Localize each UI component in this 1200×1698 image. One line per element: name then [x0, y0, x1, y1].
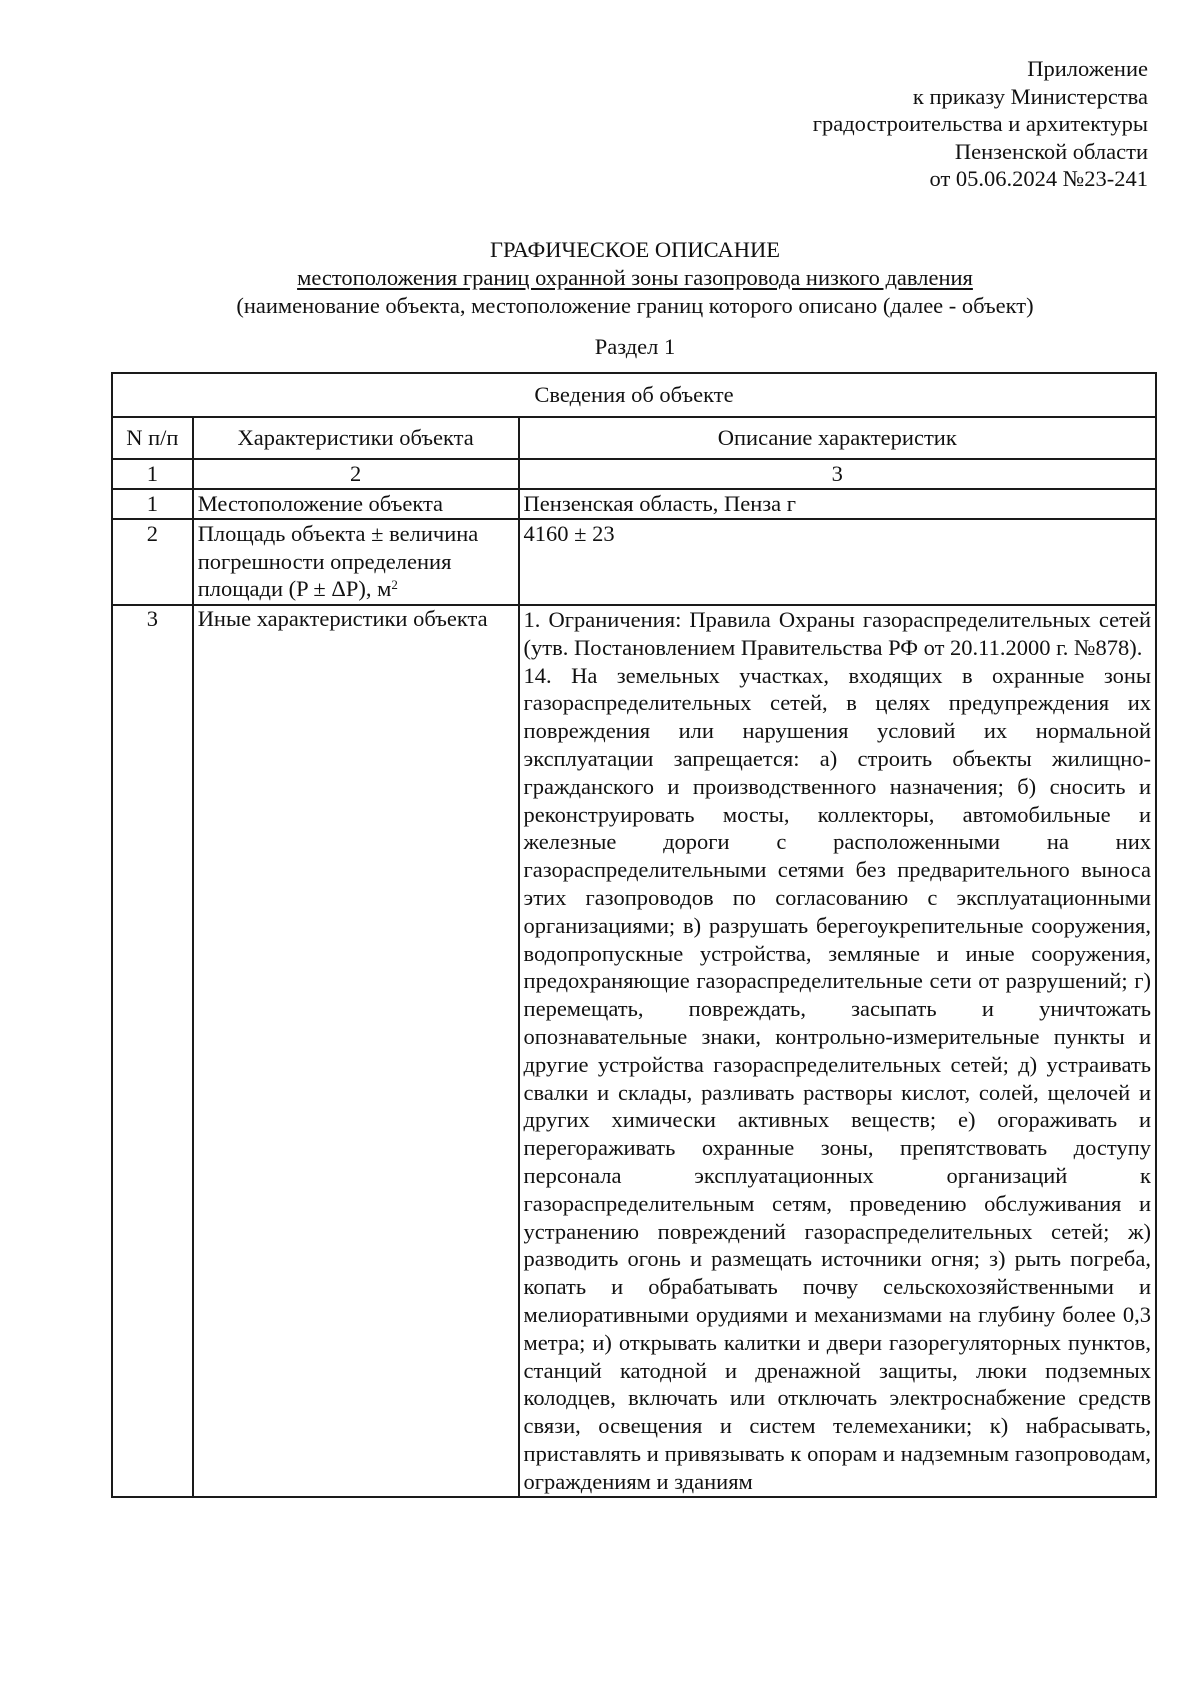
row-description: 4160 ± 23 — [519, 519, 1156, 605]
row-number: 3 — [112, 605, 193, 1497]
table-row — [112, 605, 1156, 1497]
appendix-line: к приказу Министерства — [912, 83, 1148, 109]
document-title-block — [0, 236, 1200, 320]
column-number: 1 — [112, 459, 193, 489]
table-merged-header-row — [112, 373, 1156, 417]
description-paragraph: 1. Ограничения: Правила Охраны газораспределительных сетей (утв. Постановлением Правительства РФ от 20.11.2000 г. №878). — [523, 607, 1151, 660]
document-title: ГРАФИЧЕСКОЕ ОПИСАНИЕ — [489, 237, 781, 262]
row-characteristic: Площадь объекта ± величина погрешности определения площади (P ± ΔP), м — [197, 521, 479, 601]
appendix-line: Пензенской области — [954, 138, 1148, 164]
row-number: 1 — [112, 489, 193, 519]
table-header-row — [112, 417, 1156, 459]
object-name: местоположения границ охранной зоны газопровода низкого давления — [297, 265, 973, 290]
row-description: Пензенская область, Пенза г — [519, 489, 1156, 519]
column-number-row — [112, 459, 1156, 489]
appendix-order-date: от 05.06.2024 №23-241 — [929, 166, 1148, 191]
appendix-line: градостроительства и архитектуры — [812, 111, 1148, 136]
object-info-table — [111, 372, 1157, 1498]
row-characteristic-area — [193, 519, 519, 605]
column-number: 3 — [519, 459, 1156, 489]
row-characteristic: Иные характеристики объекта — [193, 605, 519, 1497]
table-row — [112, 519, 1156, 605]
object-name-caption: (наименование объекта, местоположение границ которого описано (далее - объект) — [236, 293, 1034, 318]
description-paragraph: 14. На земельных участках, входящих в охранные зоны газораспределительных сетей, в целях предупреждения их повреждения или нарушения условий их нормальной эксплуатации запрещается: а) строить объекты жилищно-гражданского и производственного назначения; б) сносить и реконструировать мосты, коллекторы, автомобильные и железные дороги с расположенными на них газораспределительными сетями без предварительного выноса этих газопроводов по согласованию с эксплуатационными организациями; в) разрушать берегоукрепительные сооружения, водопропускные устройства, земляные и иные сооружения, предохраняющие газораспределительные сети от разрушений; г) перемещать, повреждать, засыпать и уничтожать опознавательные знаки, контрольно-измерительные пункты и другие устройства газораспределительных сетей; д) устраивать свалки и склады, разливать растворы кислот, солей, щелочей и других химически активных веществ; е) огораживать и перегораживать охранные зоны, препятствовать доступу персонала эксплуатационных организаций к газораспределительным сетям, проведению обслуживания и устранению повреждений газораспределительных сетей; ж) разводить огонь и размещать источники огня; з) рыть погреба, копать и обрабатывать почву сельскохозяйственными и мелиоративными орудиями и механизмами на глубину более 0,3 метра; и) открывать калитки и двери газорегуляторных пунктов, станций катодной и дренажной защиты, люки подземных колодцев, включать или отключать электроснабжение средств связи, освещения и систем телемеханики; к) набрасывать, приставлять и привязывать к опорам и надземным газопроводам, ограждениям и зданиям — [523, 662, 1151, 1494]
table-merged-header: Сведения об объекте — [112, 373, 1156, 417]
appendix-block — [813, 55, 1148, 193]
section-title: Раздел 1 — [594, 334, 676, 359]
row-description-other — [519, 605, 1156, 1497]
column-header-number: N п/п — [112, 417, 193, 459]
appendix-line: Приложение — [1027, 56, 1148, 81]
row-characteristic: Местоположение объекта — [193, 489, 519, 519]
column-number: 2 — [193, 459, 519, 489]
table-row — [112, 489, 1156, 519]
superscript-2: 2 — [391, 577, 398, 592]
row-number: 2 — [112, 519, 193, 605]
column-header-characteristics: Характеристики объекта — [193, 417, 519, 459]
column-header-description: Описание характеристик — [519, 417, 1156, 459]
